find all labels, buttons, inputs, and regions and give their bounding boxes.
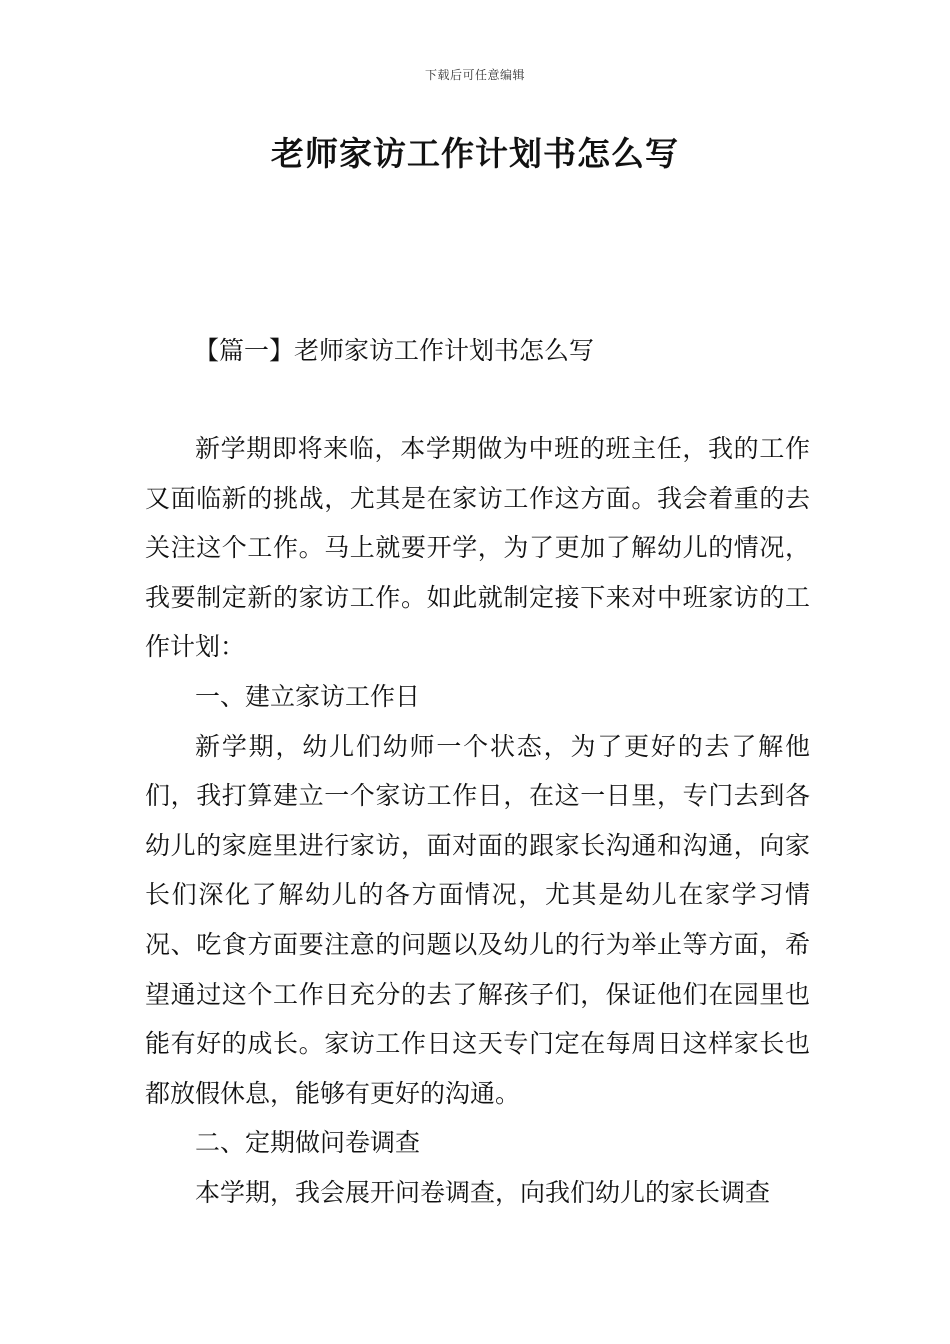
page-title: 老师家访工作计划书怎么写 bbox=[271, 134, 679, 173]
paragraph-survey: 本学期，我会展开问卷调查，向我们幼儿的家长调查 bbox=[195, 1177, 771, 1207]
header-note: 下载后可任意编辑 bbox=[424, 68, 525, 82]
section-heading: 【篇一】老师家访工作计划书怎么写 bbox=[194, 336, 595, 365]
body-text bbox=[145, 424, 810, 1218]
subheading-workday: 一、建立家访工作日 bbox=[195, 681, 421, 711]
subheading-survey: 二、定期做问卷调查 bbox=[195, 1128, 421, 1158]
paragraph-intro: 新学期即将来临，本学期做为中班的班主任，我的工作又面临新的挑战，尤其是在家访工作这方面。我会着重的去关注这个工作。马上就要开学，为了更加了解幼儿的情况，我要制定新的家访工作。如此就制定接下来对中班家访的工作计划： bbox=[145, 434, 810, 662]
paragraph-workday: 新学期，幼儿们幼师一个状态，为了更好的去了解他们，我打算建立一个家访工作日，在这一日里，专门去到各幼儿的家庭里进行家访，面对面的跟家长沟通和沟通，向家长们深化了解幼儿的各方面情况，尤其是幼儿在家学习情况、吃食方面要注意的问题以及幼儿的行为举止等方面，希望通过这个工作日充分的去了解孩子们，保证他们在园里也能有好的成长。家访工作日这天专门定在每周日这样家长也都放假休息，能够有更好的沟通。 bbox=[145, 731, 810, 1108]
